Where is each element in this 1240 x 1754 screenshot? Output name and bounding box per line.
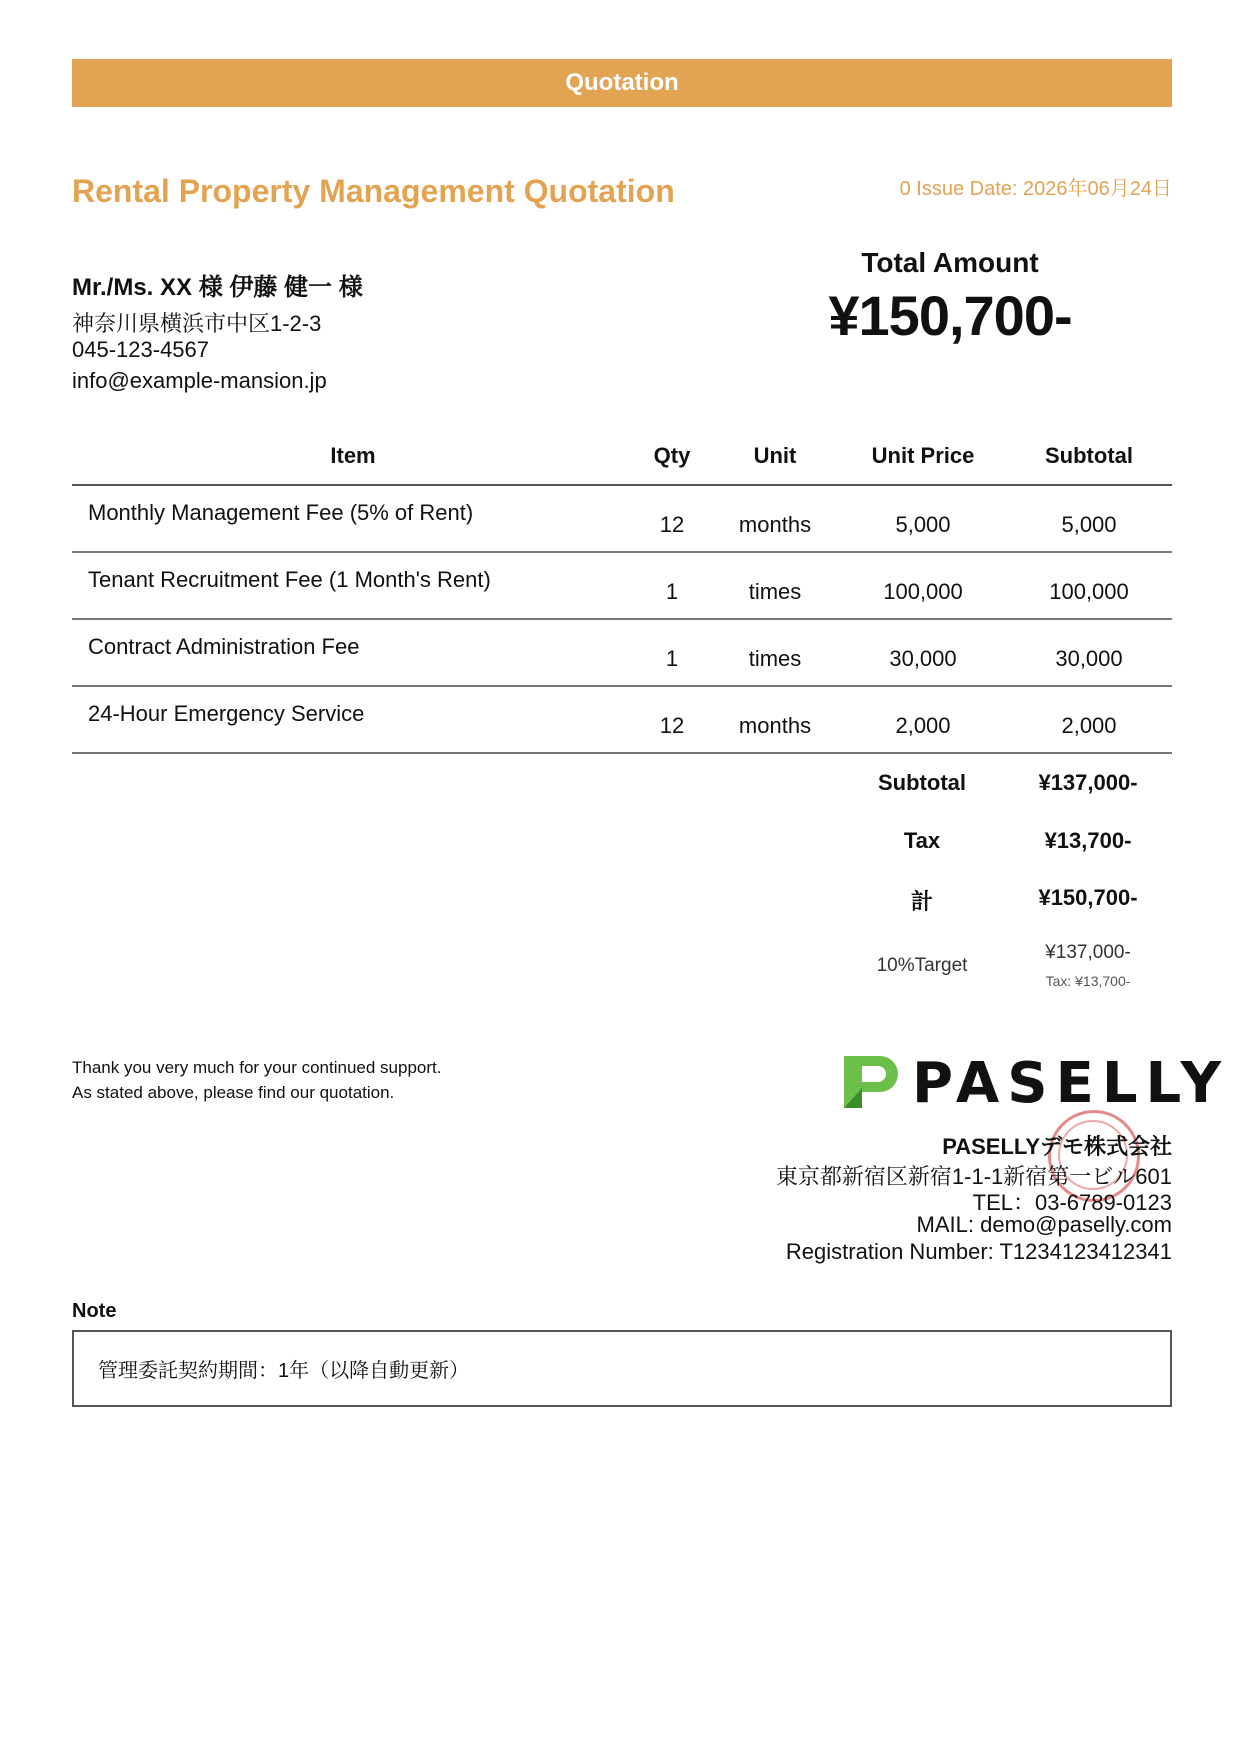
client-name: Mr./Ms. XX 様 伊藤 健一 様 (72, 274, 363, 301)
table-row (72, 552, 1172, 619)
summary-total-value: ¥150,700- (1038, 885, 1138, 910)
row-unit: months (710, 686, 840, 753)
row-item: Monthly Management Fee (5% of Rent) (72, 485, 634, 552)
row-subtotal: 100,000 (1006, 552, 1172, 619)
header-qty: Qty (634, 428, 710, 485)
paselly-logo-icon (840, 1052, 900, 1112)
company-logo-text: PASELLY (912, 1051, 1230, 1116)
thanks-line-1: Thank you very much for your continued support. (72, 1058, 442, 1077)
header-unit: Unit (710, 428, 840, 485)
summary-tax-label: Tax (903, 828, 941, 853)
total-amount-label: Total Amount (861, 247, 1039, 278)
total-amount-value: ¥150,700- (828, 284, 1072, 347)
row-unit-price: 100,000 (840, 552, 1006, 619)
row-qty: 1 (634, 619, 710, 686)
title-banner (72, 59, 1172, 107)
header-unit-price: Unit Price (840, 428, 1006, 485)
company-mail: MAIL: demo@paselly.com (916, 1212, 1172, 1237)
summary-subtotal-value: ¥137,000- (1038, 770, 1138, 795)
document-title: Rental Property Management Quotation (72, 173, 675, 209)
tax-target-tax: Tax: ¥13,700- (1045, 973, 1131, 989)
row-unit-price: 2,000 (840, 686, 1006, 753)
note-label: Note (72, 1300, 117, 1322)
row-unit: times (710, 552, 840, 619)
summary-subtotal-label: Subtotal (878, 770, 966, 795)
company-address: 東京都新宿区新宿1-1-1新宿第一ビル601 (775, 1164, 1172, 1189)
client-phone: 045-123-4567 (72, 337, 210, 362)
row-item: 24-Hour Emergency Service (72, 686, 634, 753)
table-row (72, 686, 1172, 753)
items-table (72, 428, 1172, 754)
row-item: Contract Administration Fee (72, 619, 634, 686)
summary-tax-value: ¥13,700- (1044, 828, 1132, 853)
client-address: 神奈川県横浜市中区1-2-3 (72, 311, 322, 336)
summary-total-label: 計 (910, 889, 933, 914)
header-item: Item (72, 428, 634, 485)
tax-target-label: 10%Target (876, 955, 968, 976)
row-unit: times (710, 619, 840, 686)
company-tel: TEL：03-6789-0123 (972, 1190, 1172, 1215)
company-name: PASELLYデモ株式会社 (942, 1134, 1172, 1159)
table-header-row (72, 428, 1172, 485)
banner-title: Quotation (565, 69, 679, 96)
tax-target-value: ¥137,000- (1045, 942, 1131, 963)
row-subtotal: 2,000 (1006, 686, 1172, 753)
row-subtotal: 5,000 (1006, 485, 1172, 552)
row-subtotal: 30,000 (1006, 619, 1172, 686)
table-row (72, 619, 1172, 686)
row-unit-price: 5,000 (840, 485, 1006, 552)
table-row (72, 485, 1172, 552)
row-qty: 12 (634, 686, 710, 753)
company-registration: Registration Number: T1234123412341 (785, 1239, 1172, 1264)
row-qty: 1 (634, 552, 710, 619)
thanks-line-2: As stated above, please find our quotation. (72, 1083, 395, 1102)
row-item: Tenant Recruitment Fee (1 Month's Rent) (72, 552, 634, 619)
issue-date: 0 Issue Date: 2026年06月24日 (899, 178, 1172, 200)
row-unit-price: 30,000 (840, 619, 1006, 686)
row-unit: months (710, 485, 840, 552)
client-email: info@example-mansion.jp (72, 368, 327, 393)
row-qty: 12 (634, 485, 710, 552)
header-subtotal: Subtotal (1006, 428, 1172, 485)
note-text: 管理委託契約期間：1年（以降自動更新） (98, 1360, 470, 1382)
